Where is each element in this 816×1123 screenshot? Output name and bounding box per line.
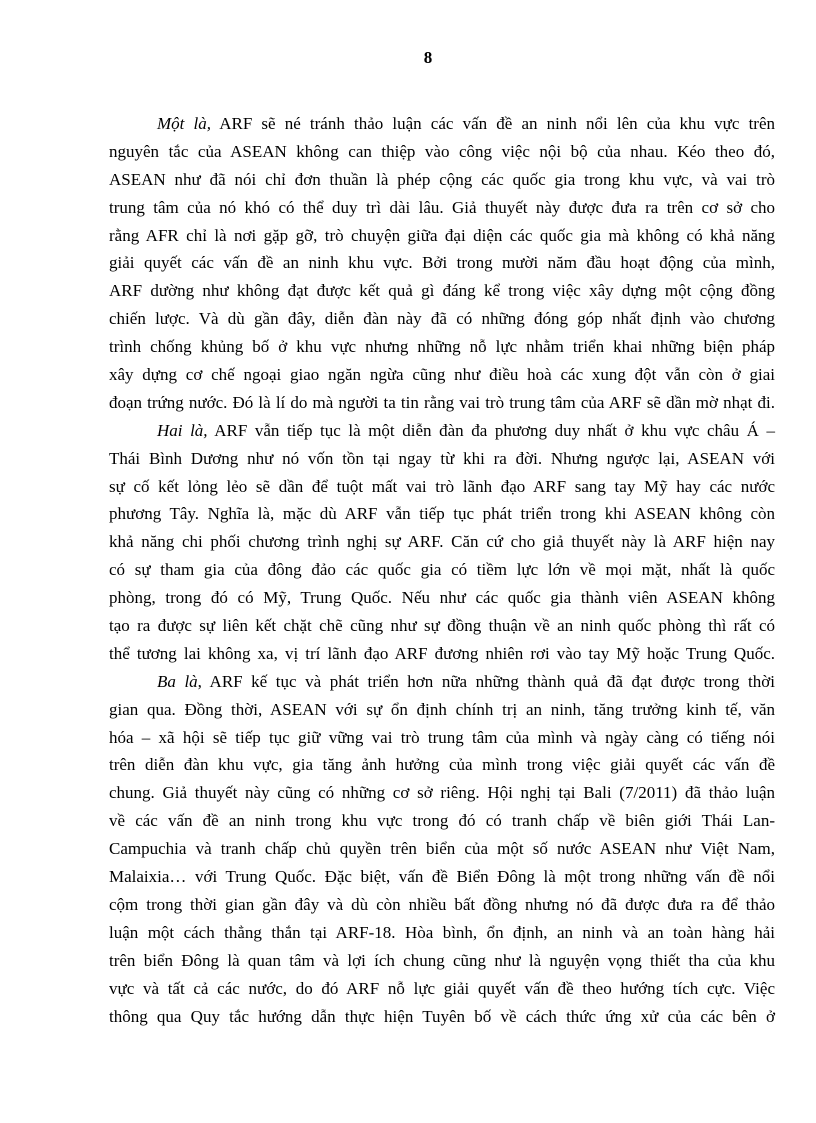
paragraph	[109, 110, 775, 417]
text-line	[109, 194, 775, 222]
line-text: Thái Bình Dương như nó vốn tồn tại ngay từ khi ra đời. Nhưng ngược lại, ASEAN với	[109, 448, 775, 468]
line-text: ARF sẽ né tránh thảo luận các vấn đề an ninh nổi lên của khu vực trên	[211, 114, 775, 133]
text-line	[109, 500, 775, 528]
text-line	[109, 668, 775, 696]
line-text: phòng, trong đó có Mỹ, Trung Quốc. Nếu như các quốc gia thành viên ASEAN không	[109, 588, 775, 608]
line-text: trình chống khủng bố ở khu vực nhưng những nỗ lực nhằm triển khai những biện pháp	[109, 337, 775, 357]
line-text: rằng AFR chỉ là nơi gặp gỡ, trò chuyện giữa đại diện các quốc gia mà không có khả năng	[109, 225, 775, 245]
paragraph-lead: Một là,	[157, 114, 211, 133]
text-line	[109, 249, 775, 277]
text-line	[109, 584, 775, 612]
line-text: trên diễn đàn khu vực, gia tăng ảnh hưởng của mình trong việc giải quyết các vấn đề	[109, 755, 775, 775]
text-line	[109, 612, 775, 640]
text-line	[109, 556, 775, 584]
line-text: ARF dường như không đạt được kết quả gì đáng kể trong việc xây dựng một cộng đồng	[109, 281, 775, 301]
line-text: sự cố kết lỏng lẻo sẽ dần để tuột mất vai trò lãnh đạo ARF sang tay Mỹ hay các nước	[109, 476, 775, 496]
text-line	[109, 110, 775, 138]
text-line	[109, 222, 775, 250]
text-line	[109, 863, 775, 891]
text-line	[109, 975, 775, 1003]
text-line	[109, 389, 775, 417]
text-line	[109, 166, 775, 194]
line-text: trung tâm của nó khó có thể duy trì dài lâu. Giả thuyết này được đưa ra trên cơ sở cho	[109, 197, 775, 217]
text-line	[109, 919, 775, 947]
text-line	[109, 528, 775, 556]
text-line	[109, 724, 775, 752]
text-line	[109, 891, 775, 919]
text-line	[109, 835, 775, 863]
text-line	[109, 277, 775, 305]
paragraph-lead: Hai là,	[157, 420, 208, 440]
line-text: khả năng chi phối chương trình nghị sự ARF. Căn cứ cho giả thuyết này là ARF hiện nay	[109, 532, 775, 552]
text-line	[109, 640, 775, 668]
paragraph-lead: Ba là	[157, 671, 198, 691]
text-line	[109, 445, 775, 473]
text-line	[109, 751, 775, 779]
line-text: tạo ra được sự liên kết chặt chẽ cũng như sự đồng thuận về an ninh quốc phòng thì rất có	[109, 616, 775, 636]
line-text: phương Tây. Nghĩa là, mặc dù ARF vẫn tiếp tục phát triển trong khi ASEAN không còn	[109, 504, 775, 524]
line-text: nguyên tắc của ASEAN không can thiệp vào công việc nội bộ của nhau. Kéo theo đó,	[109, 141, 775, 161]
line-text: đoạn trứng nước. Đó là lí do mà người ta tin rằng vai trò trung tâm của ARF sẽ dần mờ nhạt đi.	[109, 392, 775, 412]
text-line	[109, 696, 775, 724]
text-line	[109, 1003, 775, 1031]
line-text: cộm trong thời gian gần đây và dù còn nhiều bất đồng nhưng nó đã được đưa ra để thảo	[109, 894, 775, 914]
line-text: luận một cách thẳng thắn tại ARF-18. Hòa bình, ổn định, an ninh và an toàn hàng hải	[109, 922, 775, 942]
line-text: về các vấn đề an ninh trong khu vực trong đó có tranh chấp về biên giới Thái Lan-	[109, 811, 775, 831]
line-text: vực và tất cả các nước, do đó ARF nỗ lực giải quyết vấn đề theo hướng tích cực. Việc	[109, 978, 775, 998]
text-line	[109, 807, 775, 835]
line-text: trên biển Đông là quan tâm và lợi ích chung cũng như là nguyện vọng thiết tha của khu	[109, 950, 775, 970]
line-text: Campuchia và tranh chấp chủ quyền trên biển của một số nước ASEAN như Việt Nam,	[109, 839, 775, 859]
line-text: hóa – xã hội sẽ tiếp tục giữ vững vai trò trung tâm của mình và ngày càng có tiếng nói	[109, 727, 775, 747]
line-text: có sự tham gia của đông đảo các quốc gia có tiềm lực lớn về mọi mặt, nhất là quốc	[109, 560, 775, 580]
text-line	[109, 138, 775, 166]
text-line	[109, 417, 775, 445]
document-body	[109, 110, 775, 1030]
line-text: ARF vẫn tiếp tục là một diễn đàn đa phương duy nhất ở khu vực châu Á –	[207, 420, 775, 440]
line-text: thể tương lai không xa, vị trí lãnh đạo ARF đương nhiên rơi vào tay Mỹ hoặc Trung Quốc.	[109, 643, 775, 663]
line-text: , ARF kế tục và phát triển hơn nữa những thành quả đã đạt được trong thời	[197, 671, 775, 691]
line-text: thông qua Quy tắc hướng dẫn thực hiện Tuyên bố về cách thức ứng xử của các bên ở	[109, 1006, 775, 1026]
paragraph	[109, 417, 775, 668]
text-line	[109, 305, 775, 333]
page-number: 8	[423, 48, 433, 67]
line-text: Malaixia… với Trung Quốc. Đặc biệt, vấn đề Biển Đông là một trong những vấn đề nổi	[109, 867, 775, 887]
text-line	[109, 779, 775, 807]
line-text: chiến lược. Và dù gần đây, diễn đàn này đã có những đóng góp nhất định vào chương	[109, 309, 775, 329]
line-text: ASEAN như đã nói chỉ đơn thuần là phép cộng các quốc gia trong khu vực, và vai trò	[109, 169, 775, 189]
text-line	[109, 947, 775, 975]
paragraph	[109, 668, 775, 1031]
line-text: gian qua. Đồng thời, ASEAN với sự ổn định chính trị an ninh, tăng trưởng kinh tế, văn	[109, 699, 775, 719]
line-text: xây dựng cơ chế ngoại giao ngăn ngừa cũng như điều hoà các xung đột vẫn còn ở giai	[109, 365, 775, 385]
text-line	[109, 333, 775, 361]
text-line	[109, 361, 775, 389]
line-text: chung. Giả thuyết này cũng có những cơ sở riêng. Hội nghị tại Bali (7/2011) đã thảo luận	[109, 783, 775, 803]
line-text: giải quyết các vấn đề an ninh khu vực. Bởi trong mười năm đầu hoạt động của mình,	[109, 253, 775, 273]
text-line	[109, 473, 775, 501]
